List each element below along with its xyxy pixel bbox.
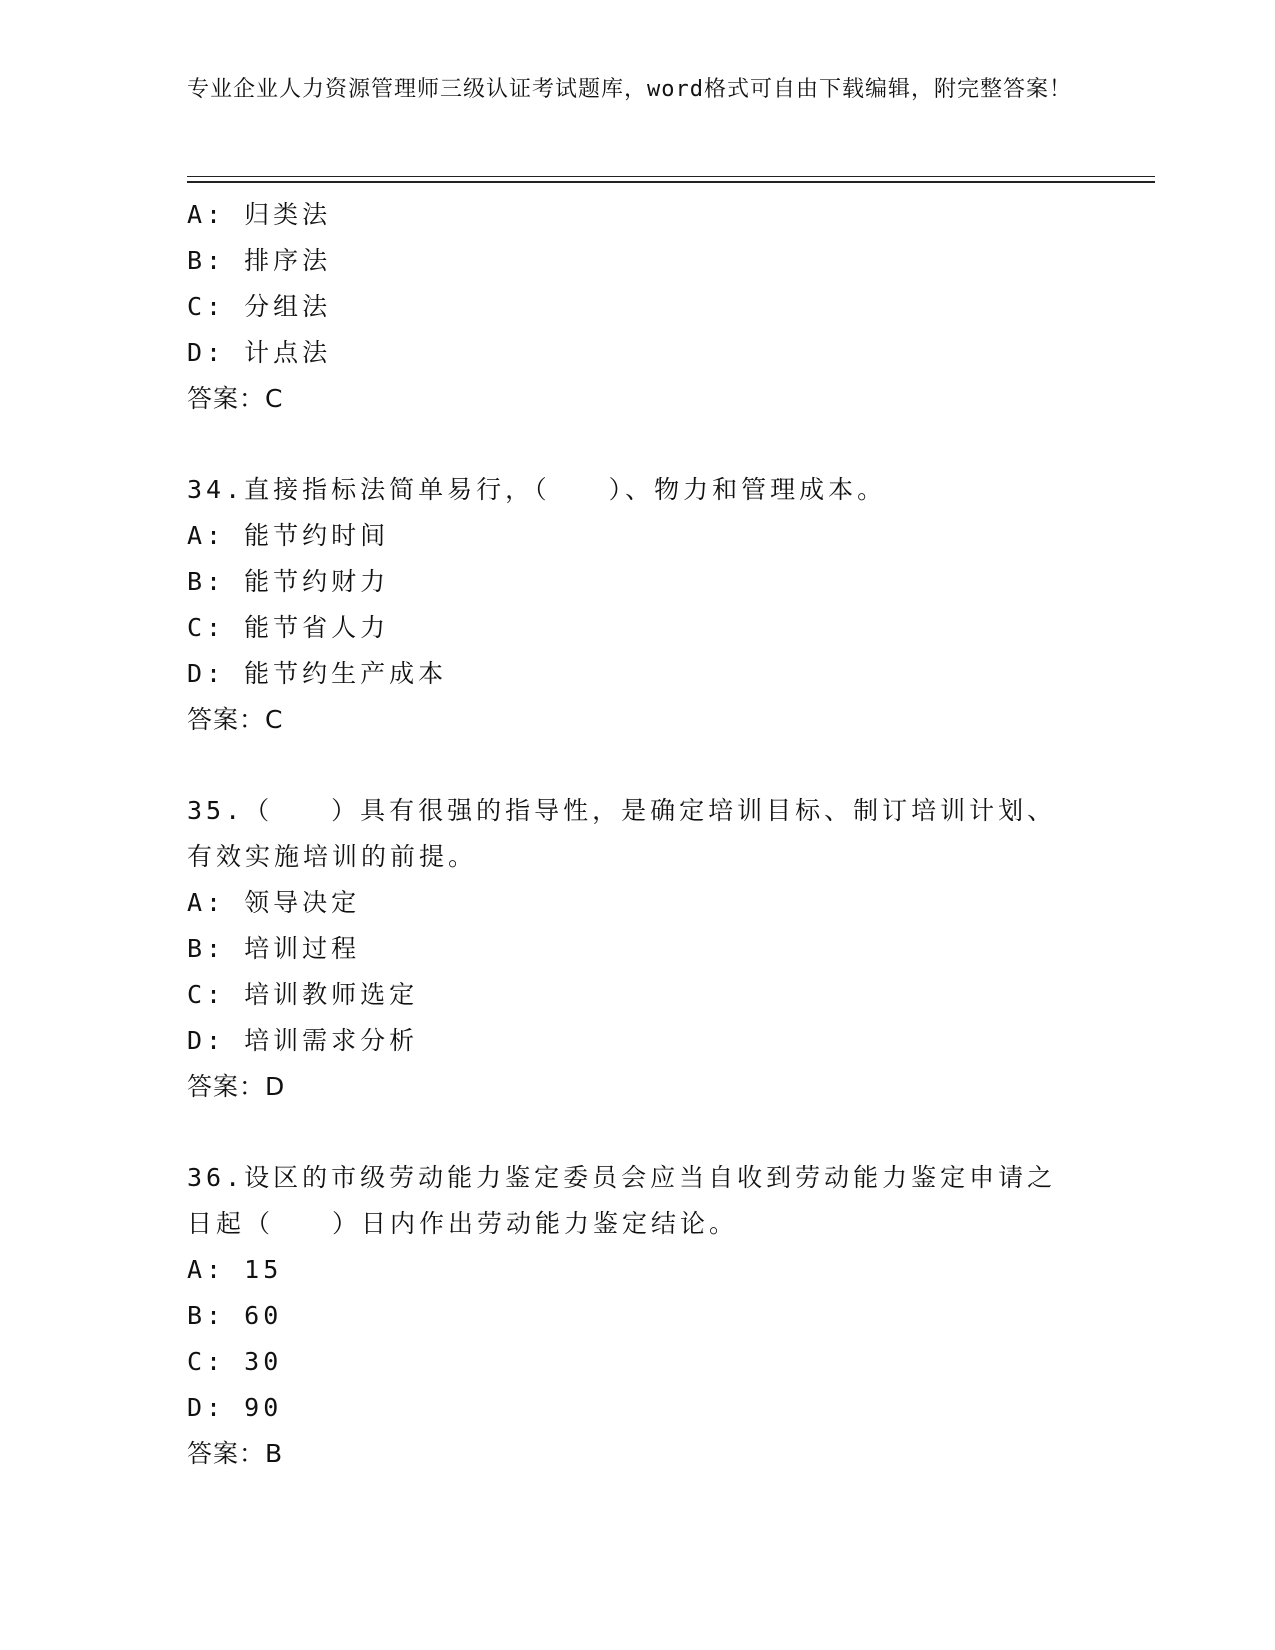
option-a: A: 归类法: [187, 200, 332, 229]
answer: 答案：B: [187, 1439, 284, 1468]
question-35: [187, 788, 1087, 1110]
question-text: 36.设区的市级劳动能力鉴定委员会应当自收到劳动能力鉴定申请之日起（ ）日内作出劳动能力鉴定结论。: [187, 1163, 1057, 1238]
option-c: C: 能节省人力: [187, 613, 390, 642]
option-c: C: 30: [187, 1347, 283, 1376]
option-d: D: 计点法: [187, 338, 332, 367]
option-d: D: 90: [187, 1393, 283, 1422]
option-d: D: 培训需求分析: [187, 1026, 419, 1055]
question-text: 35.（ ）具有很强的指导性，是确定培训目标、制订培训计划、有效实施培训的前提。: [187, 796, 1057, 871]
header-divider-thin: [187, 176, 1155, 177]
option-b: B: 60: [187, 1301, 283, 1330]
header-divider-thick: [187, 181, 1155, 183]
option-b: B: 排序法: [187, 246, 332, 275]
question-list: [187, 192, 1087, 1477]
option-a: A: 领导决定: [187, 888, 361, 917]
question-33: [187, 192, 1087, 422]
option-c: C: 培训教师选定: [187, 980, 419, 1009]
option-a: A: 15: [187, 1255, 283, 1284]
option-d: D: 能节约生产成本: [187, 659, 448, 688]
answer: 答案：D: [187, 1072, 286, 1101]
question-text: 34.直接指标法简单易行，（ ）、物力和管理成本。: [187, 475, 887, 504]
option-c: C: 分组法: [187, 292, 332, 321]
answer: 答案：C: [187, 705, 284, 734]
document-header: 专业企业人力资源管理师三级认证考试题库，word格式可自由下载编辑，附完整答案！: [187, 77, 1072, 102]
answer: 答案：C: [187, 384, 284, 413]
option-b: B: 能节约财力: [187, 567, 390, 596]
question-34: [187, 467, 1087, 743]
option-b: B: 培训过程: [187, 934, 361, 963]
option-a: A: 能节约时间: [187, 521, 390, 550]
question-36: [187, 1155, 1087, 1477]
